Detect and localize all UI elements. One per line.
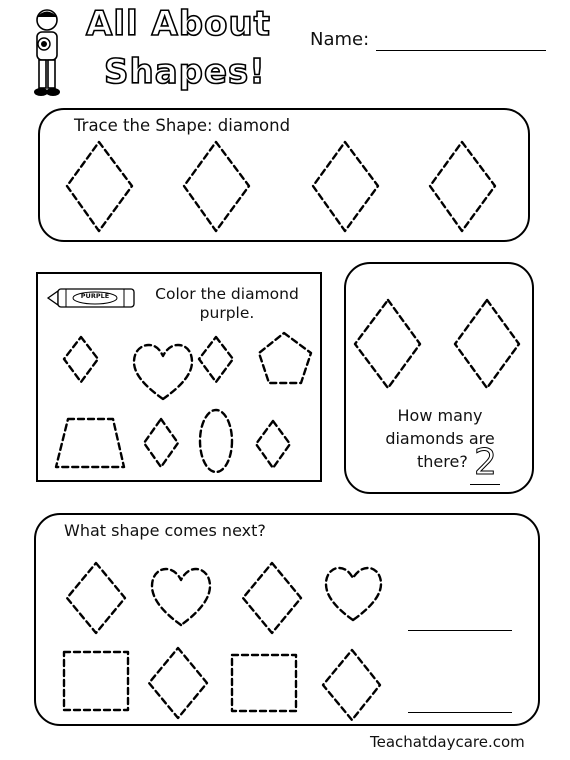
pattern-row2-diamond-1 <box>149 648 207 718</box>
color-instruction-line-1: Color the diamond <box>155 285 299 303</box>
pattern-row1-heart-2 <box>326 568 381 620</box>
pattern-heading: What shape comes next? <box>64 521 266 540</box>
pattern-answer-line-2[interactable] <box>408 712 512 713</box>
pattern-row2-square-1 <box>64 652 128 710</box>
title-line-2: Shapes! <box>104 52 266 92</box>
pattern-row1-diamond-2 <box>243 563 301 633</box>
count-question-line-2: diamonds are <box>385 429 495 448</box>
pattern-row2-diamond-2 <box>323 650 380 720</box>
name-label: Name: <box>310 29 370 50</box>
count-answer[interactable]: 2 <box>474 442 497 483</box>
pattern-row1-heart-1 <box>152 569 210 625</box>
pattern-row1-diamond-1 <box>67 563 125 633</box>
crayon-label: PURPLE <box>80 292 110 300</box>
pattern-answer-line-1[interactable] <box>408 630 512 631</box>
color-instruction-line-2: purple. <box>199 304 255 322</box>
pattern-row2-square-2 <box>232 655 296 711</box>
title-line-1: All About <box>86 4 271 44</box>
trace-heading: Trace the Shape: diamond <box>74 116 291 135</box>
footer-site: Teachatdaycare.com <box>370 733 525 751</box>
count-question-line-1: How many <box>397 406 483 425</box>
count-question-line-3: there? <box>417 452 468 471</box>
